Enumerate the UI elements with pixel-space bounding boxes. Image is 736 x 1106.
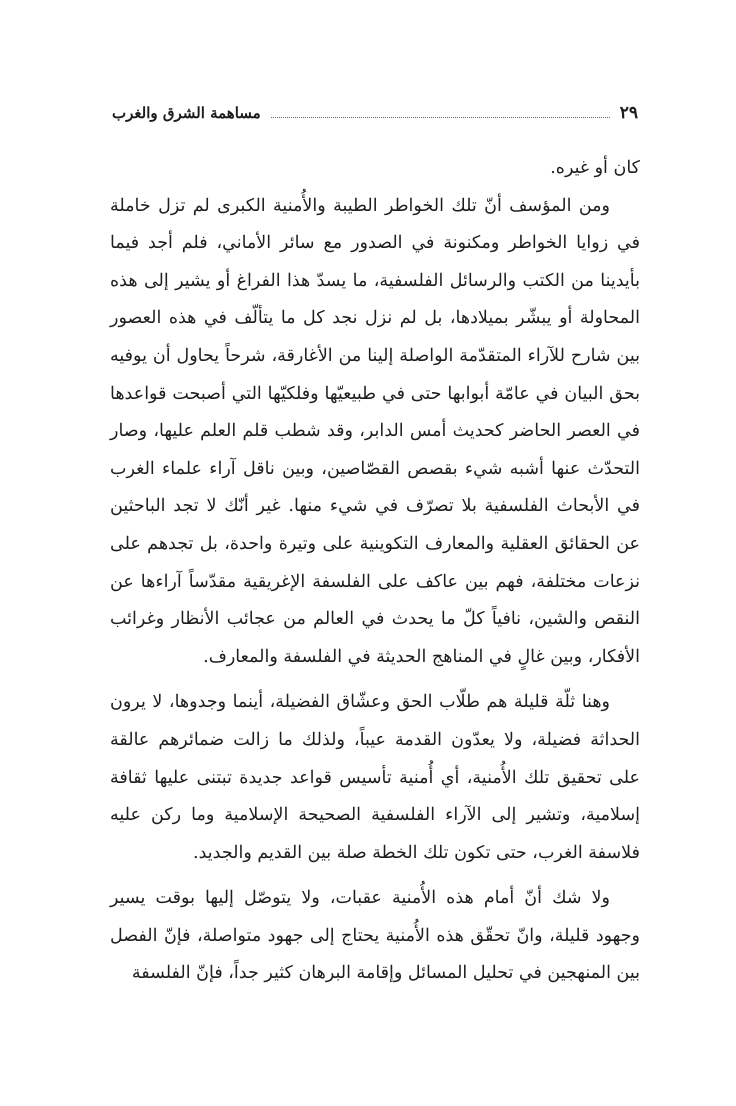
page-number: ٢٩ bbox=[619, 103, 638, 123]
running-header bbox=[112, 103, 638, 129]
paragraph: ومن المؤسف أنّ تلك الخواطر الطيبة والأُمنية الكبرى لم تزل خاملة في زوايا الخواطر ومكنونة في الصدور مع سائر الأماني، فلم أجد فيما بأيدينا من الكتب والرسائل الفلسفية، ما يسدّ هذا الفراغ أو يشير إلى هذه المحاولة أو يبشّر بميلادها، بل لم نزل نجد كل ما يتألّف في هذه العصور بين شارح للآراء المتقدّمة الواصلة إلينا من الأغارقة، شرحاً يحاول أن يوفيه بحق البيان في عامّة أبوابها حتى في طبيعيّها وفلكيّها التي أصبحت قواعدها في العصر الحاضر كحديث أمس الدابر، وقد شطب قلم العلم عليها، وصار التحدّث عنها أشبه شيء بقصص القصّاصين، وبين ناقل آراء علماء الغرب في الأبحاث الفلسفية بلا تصرّف في شيء منها. غير أنّك لا تجد الباحثين عن الحقائق العقلية والمعارف التكوينية على وتيرة واحدة، بل تجدهم على نزعات مختلفة، فهم بين عاكف على الفلسفة الإغريقية مقدّساً آراءها عن النقص والشين، نافياً كلّ ما يحدث في العالم من عجائب الأنظار وغرائب الأفكار، وبين غالٍ في المناهج الحديثة في الفلسفة والمعارف. bbox=[110, 195, 640, 667]
running-header-title: مساهمة الشرق والغرب bbox=[112, 104, 261, 122]
paragraph: وهنا ثلّة قليلة هم طلّاب الحق وعشّاق الفضيلة، أينما وجدوها، لا يرون الحداثة فضيلة، ولا يعدّون القدمة عيباً، ولذلك ما زالت ضمائرهم عالقة على تحقيق تلك الأُمنية، أي أُمنية تأسيس قواعد جديدة تبتنى عليها ثقافة إسلامية، وتشير إلى الآراء الفلسفية الصحيحة الإسلامية وما ركن عليه فلاسفة الغرب، حتى تكون تلك الخطة صلة بين القديم والجديد. bbox=[110, 692, 640, 863]
body-text bbox=[110, 150, 640, 993]
paragraph: ولا شك أنّ أمام هذه الأُمنية عقبات، ولا يتوصّل إليها بوقت يسير وجهود قليلة، وانّ تحقّق هذه الأُمنية يحتاج إلى جهود متواصلة، فإنّ الفصل بين المنهجين في تحليل المسائل وإقامة البرهان كثير جداً، فإنّ الفلسفة bbox=[110, 888, 640, 984]
paragraph-continuation: كان أو غيره. bbox=[550, 158, 640, 178]
dotted-leader bbox=[271, 103, 610, 118]
